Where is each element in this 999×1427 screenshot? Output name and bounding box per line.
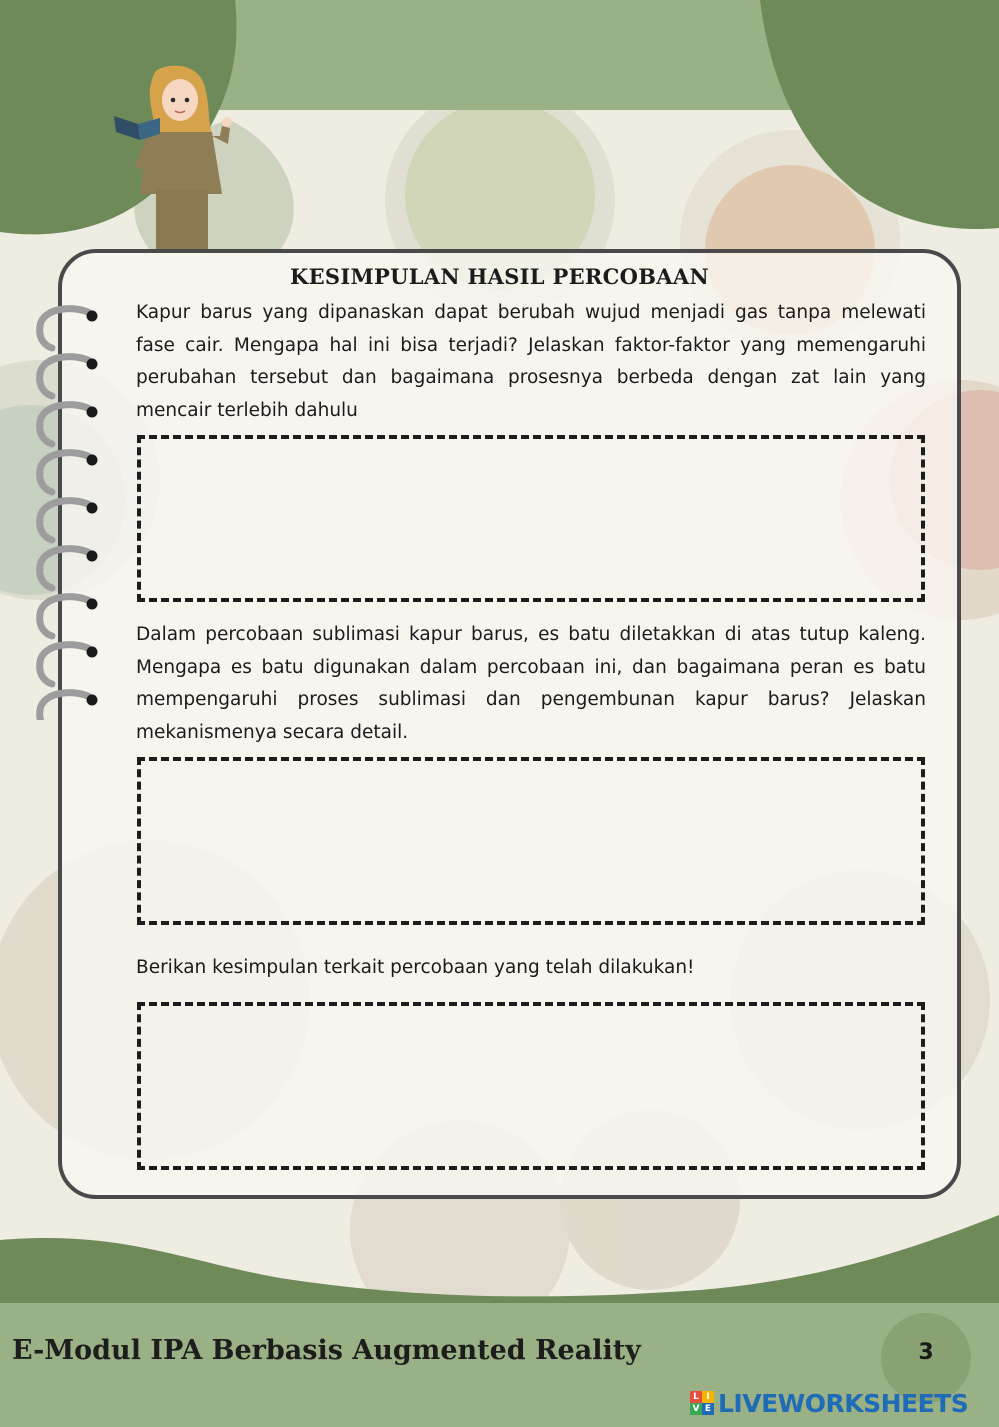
binding-hole-icon	[87, 503, 98, 514]
spiral-ring-icon	[40, 549, 92, 588]
spiral-ring-icon	[40, 693, 92, 720]
answer-1-field[interactable]	[137, 435, 925, 602]
page-number: 3	[918, 1340, 934, 1365]
question-1-text: Kapur barus yang dipanaskan dapat berubah wujud menjadi gas tanpa melewati fase cair. Mengapa hal ini bisa terjadi? Jelaskan faktor-faktor yang memengaruhi perubahan tersebut dan bagaimana prosesnya berbeda dengan zat lain yang mencair terlebih dahulu	[136, 302, 926, 421]
spiral-ring-icon	[40, 645, 92, 684]
module-title: E-Modul IPA Berbasis Augmented Reality	[12, 1335, 641, 1366]
teacher-illustration-icon	[112, 62, 242, 250]
binding-hole-icon	[87, 311, 98, 322]
question-2-text: Dalam percobaan sublimasi kapur barus, es batu diletakkan di atas tutup kaleng. Mengapa es batu digunakan dalam percobaan ini, dan bagaimana peran es batu mempengaruhi proses sublimasi dan pengembunan kapur barus? Jelaskan mekanismenya secara detail.	[136, 624, 926, 743]
spiral-binding-icon	[34, 300, 106, 720]
binding-hole-icon	[87, 359, 98, 370]
logo-letter: V	[690, 1403, 702, 1415]
liveworksheets-text: LIVEWORKSHEETS	[718, 1388, 969, 1418]
spiral-ring-icon	[40, 309, 92, 348]
answer-3-field[interactable]	[137, 1002, 925, 1170]
spiral-ring-icon	[40, 357, 92, 396]
logo-letter: L	[690, 1391, 702, 1403]
spiral-ring-icon	[40, 501, 92, 540]
logo-letter: I	[702, 1391, 714, 1403]
spiral-ring-icon	[40, 453, 92, 492]
liveworksheets-logo-icon	[690, 1391, 714, 1415]
liveworksheets-watermark[interactable]	[690, 1386, 968, 1420]
binding-hole-icon	[87, 695, 98, 706]
binding-hole-icon	[87, 455, 98, 466]
binding-hole-icon	[87, 647, 98, 658]
binding-hole-icon	[87, 551, 98, 562]
binding-hole-icon	[87, 599, 98, 610]
spiral-ring-icon	[40, 597, 92, 636]
question-3-text: Berikan kesimpulan terkait percobaan yang telah dilakukan!	[136, 957, 695, 978]
answer-2-field[interactable]	[137, 757, 925, 925]
page-title: KESIMPULAN HASIL PERCOBAAN	[290, 264, 709, 289]
logo-letter: E	[702, 1403, 714, 1415]
spiral-ring-icon	[40, 405, 92, 444]
binding-hole-icon	[87, 407, 98, 418]
